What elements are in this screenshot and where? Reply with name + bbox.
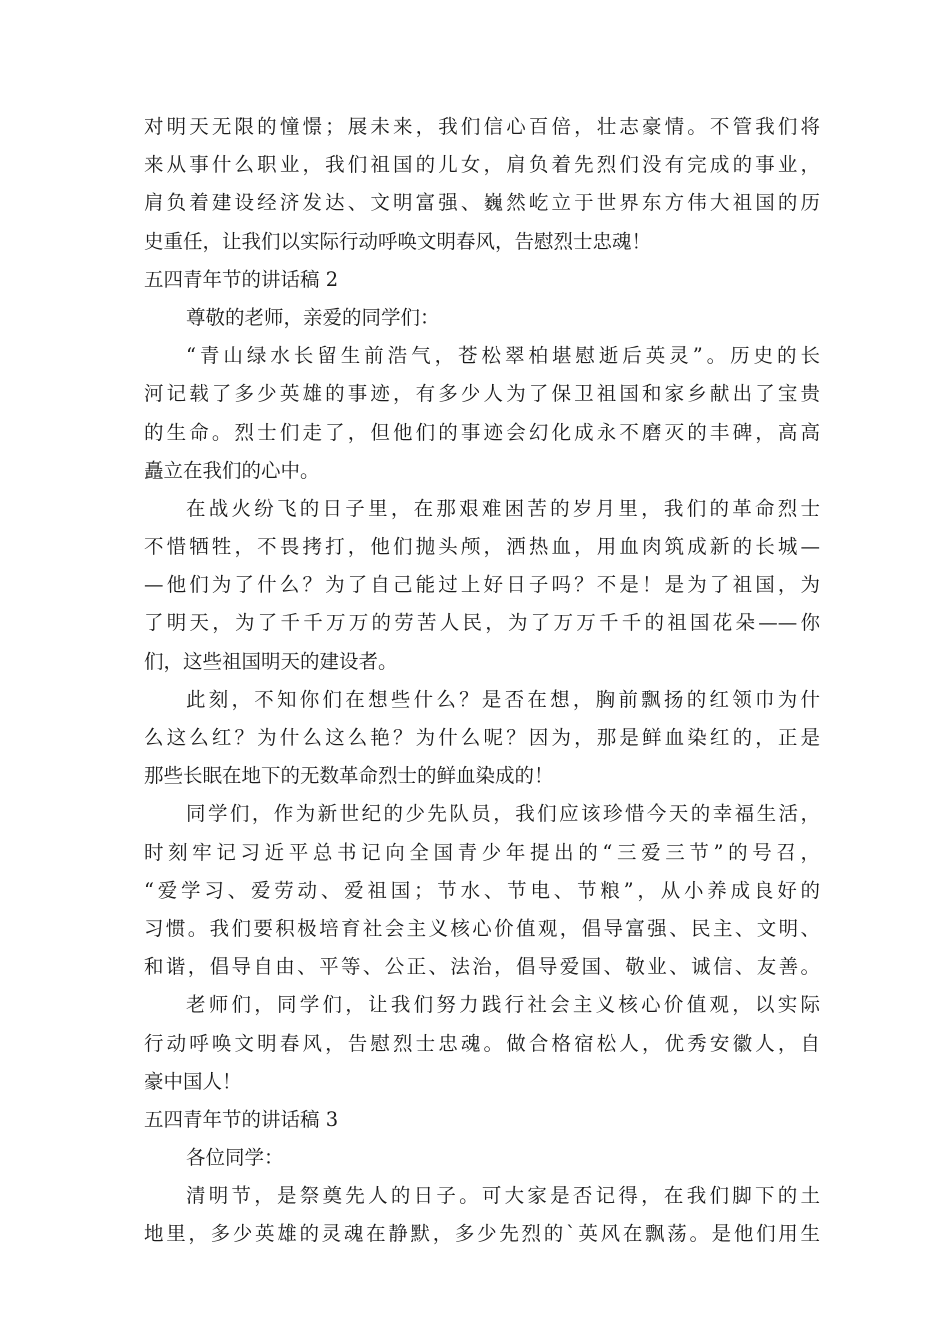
paragraph-line: 了明天，为了千千万万的劳苦人民，为了万万千千的祖国花朵——你 (144, 611, 820, 635)
paragraph-line: 么这么红？为什么这么艳？为什么呢？因为，那是鲜血染红的，正是 (144, 726, 820, 749)
paragraph-line: 行动呼唤文明春风，告慰烈士忠魂。做合格宿松人，优秀安徽人，自 (144, 1031, 820, 1055)
paragraph-line: “青山绿水长留生前浩气，苍松翠柏堪慰逝后英灵”。历史的长 (186, 344, 820, 368)
paragraph-line: 此刻，不知你们在想些什么？是否在想，胸前飘扬的红领巾为什 (186, 687, 820, 711)
paragraph-line: 肩负着建设经济发达、文明富强、巍然屹立于世界东方伟大祖国的历 (144, 191, 820, 215)
paragraph-line: 的生命。烈士们走了，但他们的事迹会幻化成永不磨灭的丰碑，高高 (144, 420, 820, 444)
paragraph-line: —他们为了什么？为了自己能过上好日子吗？不是！是为了祖国，为 (144, 573, 820, 597)
paragraph-line: 和谐，倡导自由、平等、公正、法治，倡导爱国、敬业、诚信、友善。 (144, 955, 820, 979)
paragraph-line: 史重任，让我们以实际行动呼唤文明春风，告慰烈士忠魂！ (144, 229, 652, 253)
paragraph-line: 对明天无限的憧憬；展未来，我们信心百倍，壮志豪情。不管我们将 (144, 115, 820, 138)
paragraph-line: 豪中国人！ (144, 1069, 242, 1093)
paragraph-line: 在战火纷飞的日子里，在那艰难困苦的岁月里，我们的革命烈士 (186, 496, 820, 520)
paragraph-line: “爱学习、爱劳动、爱祖国；节水、节电、节粮”，从小养成良好的 (144, 878, 820, 902)
paragraph-line: 河记载了多少英雄的事迹，有多少人为了保卫祖国和家乡献出了宝贵 (144, 382, 820, 406)
document-body (144, 108, 820, 1254)
paragraph-line: 同学们，作为新世纪的少先队员，我们应该珍惜今天的幸福生活， (186, 802, 820, 826)
paragraph-line: 各位同学： (186, 1146, 284, 1170)
section-heading: 五四青年节的讲话稿 3 (144, 1107, 339, 1131)
paragraph-line: 尊敬的老师，亲爱的同学们： (186, 305, 440, 329)
section-heading: 五四青年节的讲话稿 2 (144, 267, 339, 291)
paragraph-line: 老师们，同学们，让我们努力践行社会主义核心价值观，以实际 (186, 993, 820, 1017)
paragraph-line: 习惯。我们要积极培育社会主义核心价值观，倡导富强、民主、文明、 (144, 916, 820, 940)
paragraph-line: 时刻牢记习近平总书记向全国青少年提出的“三爱三节”的号召， (144, 840, 820, 864)
paragraph-line: 清明节，是祭奠先人的日子。可大家是否记得，在我们脚下的土 (186, 1184, 820, 1208)
paragraph-line: 那些长眠在地下的无数革命烈士的鲜血染成的！ (144, 764, 554, 788)
paragraph-line: 们，这些祖国明天的建设者。 (144, 649, 398, 673)
paragraph-line: 地里，多少英雄的灵魂在静默，多少先烈的`英风在飘荡。是他们用生 (144, 1222, 820, 1246)
paragraph-line: 来从事什么职业，我们祖国的儿女，肩负着先烈们没有完成的事业， (144, 153, 820, 177)
paragraph-line: 不惜牺牲，不畏拷打，他们抛头颅，洒热血，用血肉筑成新的长城— (144, 535, 820, 559)
paragraph-line: 矗立在我们的心中。 (144, 458, 320, 482)
